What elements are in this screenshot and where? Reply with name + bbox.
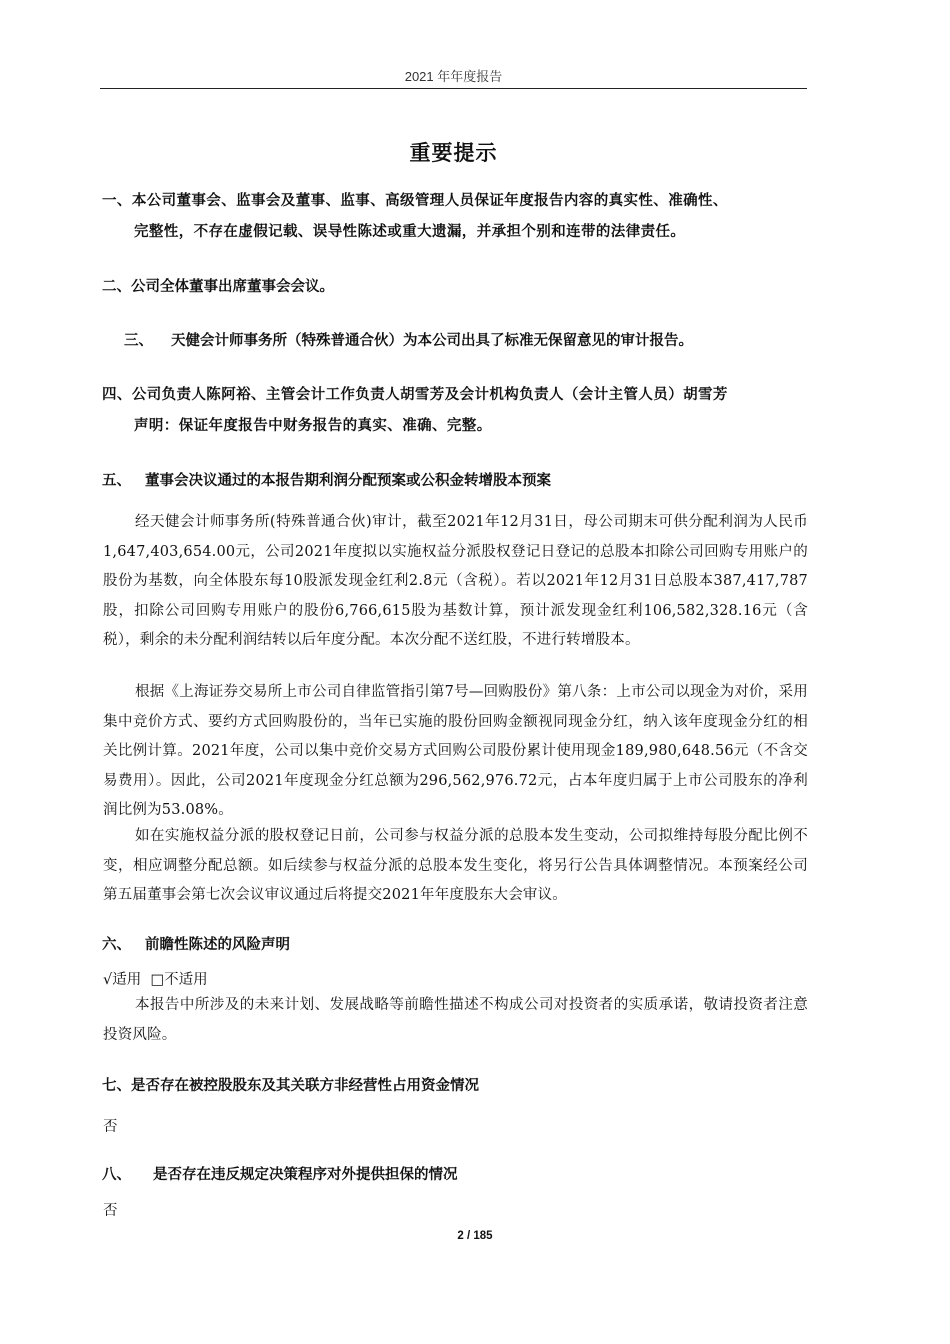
running-header: 2021 年年度报告 — [404, 69, 503, 84]
section-5-paragraph-2: 根据《上海证券交易所上市公司自律监管指引第7号—回购股份》第八条：上市公司以现金为对价，采用集中竞价方式、要约方式回购股份的，当年已实施的股份回购金额视同现金分红，纳入该年度现金分红的相关比例计算。2021年度，公司以集中竞价交易方式回购公司股份累计使用现金189,980,648.56元（不含交易费用）。因此，公司2021年度现金分红总额为296,562,976.72元，占本年度归属于上市公司股东的净利润比例为53.08%。 — [103, 684, 808, 818]
section-2-text: 公司全体董事出席董事会会议。 — [131, 279, 334, 295]
section-5-text: 董事会决议通过的本报告期利润分配预案或公积金转增股本预案 — [145, 473, 551, 489]
section-4-line-2: 声明：保证年度报告中财务报告的真实、准确、完整。 — [134, 418, 492, 434]
section-8-text: 是否存在违反规定决策程序对外提供担保的情况 — [153, 1167, 458, 1183]
section-4 — [102, 380, 812, 442]
section-1-number: 一、 — [102, 193, 132, 209]
section-4-line-1: 公司负责人陈阿裕、主管会计工作负责人胡雪芳及会计机构负责人（会计主管人员）胡雪芳 — [131, 387, 728, 403]
section-5-number: 五、 — [102, 473, 131, 489]
section-5-paragraph-1: 经天健会计师事务所(特殊普通合伙)审计，截至2021年12月31日，母公司期末可供分配利润为人民币1,647,403,654.00元，公司2021年度拟以实施权益分派股权登记日登记的总股本扣除公司回购专用账户的股份为基数，向全体股东每10股派发现金红利2.8元（含税）。若以2021年12月31日总股本387,417,787股，扣除公司回购专用账户的股份6,766,615股为基数计算，预计派发现金红利106,582,328.16元（含税），剩余的未分配利润结转以后年度分配。本次分配不送红股，不进行转增股本。 — [103, 514, 808, 648]
section-8-answer: 否 — [103, 1203, 118, 1219]
section-5-heading — [102, 466, 551, 497]
section-2-number: 二、 — [102, 279, 131, 295]
section-2 — [102, 272, 334, 303]
section-8-number: 八、 — [102, 1167, 131, 1183]
section-6-text: 前瞻性陈述的风险声明 — [145, 937, 290, 953]
section-1-line-2: 完整性，不存在虚假记载、误导性陈述或重大遗漏，并承担个别和连带的法律责任。 — [134, 224, 686, 240]
section-5-paragraph-3: 如在实施权益分派的股权登记日前，公司参与权益分派的总股本发生变动，公司拟维持每股分配比例不变，相应调整分配总额。如后续参与权益分派的总股本发生变化，将另行公告具体调整情况。本预案经公司第五届董事会第七次会议审议通过后将提交2021年年度股东大会审议。 — [103, 828, 808, 903]
section-3-number: 三、 — [124, 333, 153, 349]
applicability-choice: √适用 □不适用 — [103, 972, 208, 988]
header-rule — [100, 88, 807, 89]
section-3-text: 天健会计师事务所（特殊普通合伙）为本公司出具了标准无保留意见的审计报告。 — [171, 333, 693, 349]
section-8-heading — [102, 1160, 458, 1191]
section-1 — [102, 186, 812, 248]
section-7-answer: 否 — [103, 1119, 118, 1135]
section-7-number: 七、 — [102, 1078, 131, 1094]
section-1-line-1: 本公司董事会、监事会及董事、监事、高级管理人员保证年度报告内容的真实性、准确性、 — [131, 193, 728, 209]
section-6-number: 六、 — [102, 937, 131, 953]
section-4-number: 四、 — [102, 387, 132, 403]
section-3 — [124, 326, 693, 357]
section-7-heading — [102, 1071, 479, 1102]
page-title: 重要提示 — [409, 141, 498, 165]
page-number: 2 / 185 — [457, 1230, 493, 1242]
section-6-heading — [102, 930, 290, 961]
section-6-paragraph-1: 本报告中所涉及的未来计划、发展战略等前瞻性描述不构成公司对投资者的实质承诺，敬请投资者注意投资风险。 — [103, 997, 808, 1043]
section-7-text: 是否存在被控股股东及其关联方非经营性占用资金情况 — [131, 1078, 479, 1094]
